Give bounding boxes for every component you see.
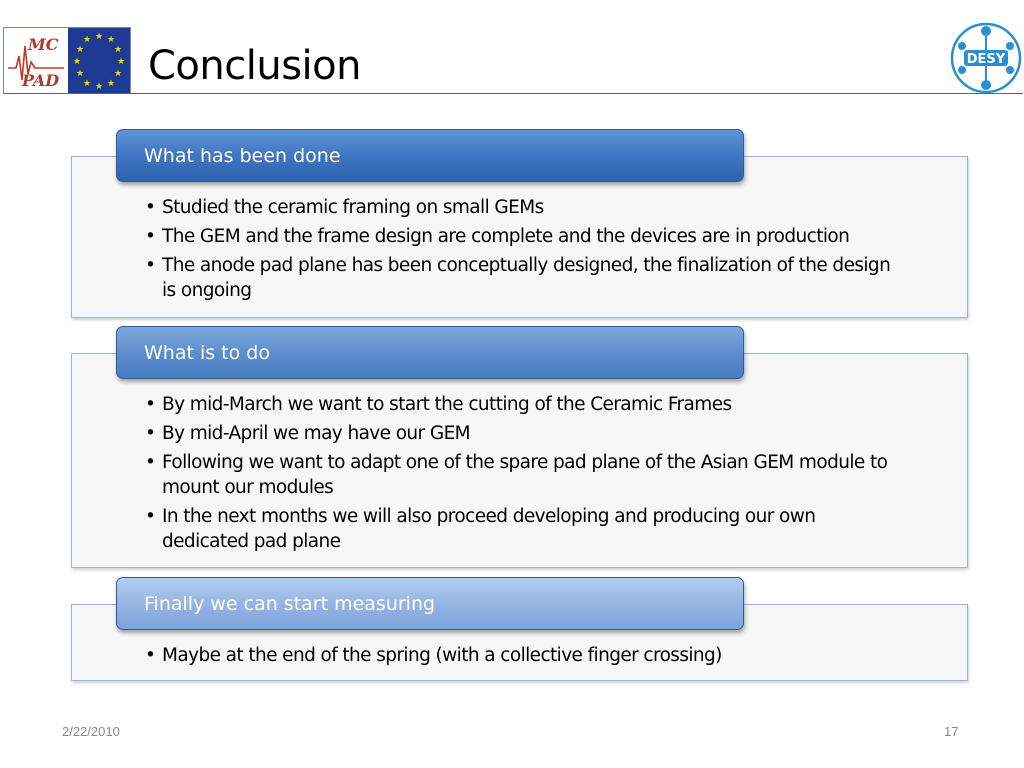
mc-pad-logo-graphic bbox=[4, 28, 130, 93]
footer-page-number: 17 bbox=[944, 724, 959, 739]
list-item: • The GEM and the frame design are complete and the devices are in production bbox=[145, 224, 897, 249]
svg-text:★: ★ bbox=[75, 45, 85, 55]
svg-text:★: ★ bbox=[116, 57, 126, 67]
list-item: • The anode pad plane has been conceptually designed, the finalization of the design is ongoing bbox=[145, 253, 897, 303]
desy-logo-graphic bbox=[950, 22, 1022, 94]
mc-pad-logo-top-text: MC bbox=[28, 35, 59, 54]
section-done-header: What has been done bbox=[116, 129, 744, 182]
section-measuring-header: Finally we can start measuring bbox=[116, 577, 744, 630]
slide-title: Conclusion bbox=[148, 43, 361, 89]
svg-text:★: ★ bbox=[106, 79, 116, 89]
svg-text:★: ★ bbox=[94, 82, 104, 92]
svg-text:★: ★ bbox=[106, 35, 116, 45]
desy-logo bbox=[950, 22, 1022, 94]
section-todo-header: What is to do bbox=[116, 326, 744, 379]
svg-text:★: ★ bbox=[113, 69, 123, 79]
svg-text:★: ★ bbox=[113, 45, 123, 55]
list-item: • By mid-March we want to start the cutting of the Ceramic Frames bbox=[145, 392, 897, 417]
section-done-list bbox=[145, 195, 897, 307]
desy-logo-text: DESY bbox=[966, 52, 1006, 67]
mc-pad-logo-bottom-text: PAD bbox=[22, 71, 60, 90]
svg-text:★: ★ bbox=[75, 69, 85, 79]
section-todo-panel bbox=[71, 353, 968, 568]
list-item: • Following we want to adapt one of the spare pad plane of the Asian GEM module to mount our modules bbox=[145, 450, 897, 500]
svg-text:★: ★ bbox=[94, 32, 104, 42]
list-item: • In the next months we will also proceed developing and producing our own dedicated pad plane bbox=[145, 504, 897, 554]
svg-text:★: ★ bbox=[72, 57, 82, 67]
title-divider bbox=[3, 93, 1023, 94]
section-measuring-list bbox=[145, 643, 897, 672]
list-item: • Maybe at the end of the spring (with a collective finger crossing) bbox=[145, 643, 897, 668]
list-item: • Studied the ceramic framing on small GEMs bbox=[145, 195, 897, 220]
section-todo-list bbox=[145, 392, 897, 558]
mc-pad-logo bbox=[3, 27, 131, 94]
svg-text:★: ★ bbox=[82, 35, 92, 45]
list-item: • By mid-April we may have our GEM bbox=[145, 421, 897, 446]
footer-date: 2/22/2010 bbox=[62, 724, 120, 739]
svg-text:★: ★ bbox=[82, 79, 92, 89]
